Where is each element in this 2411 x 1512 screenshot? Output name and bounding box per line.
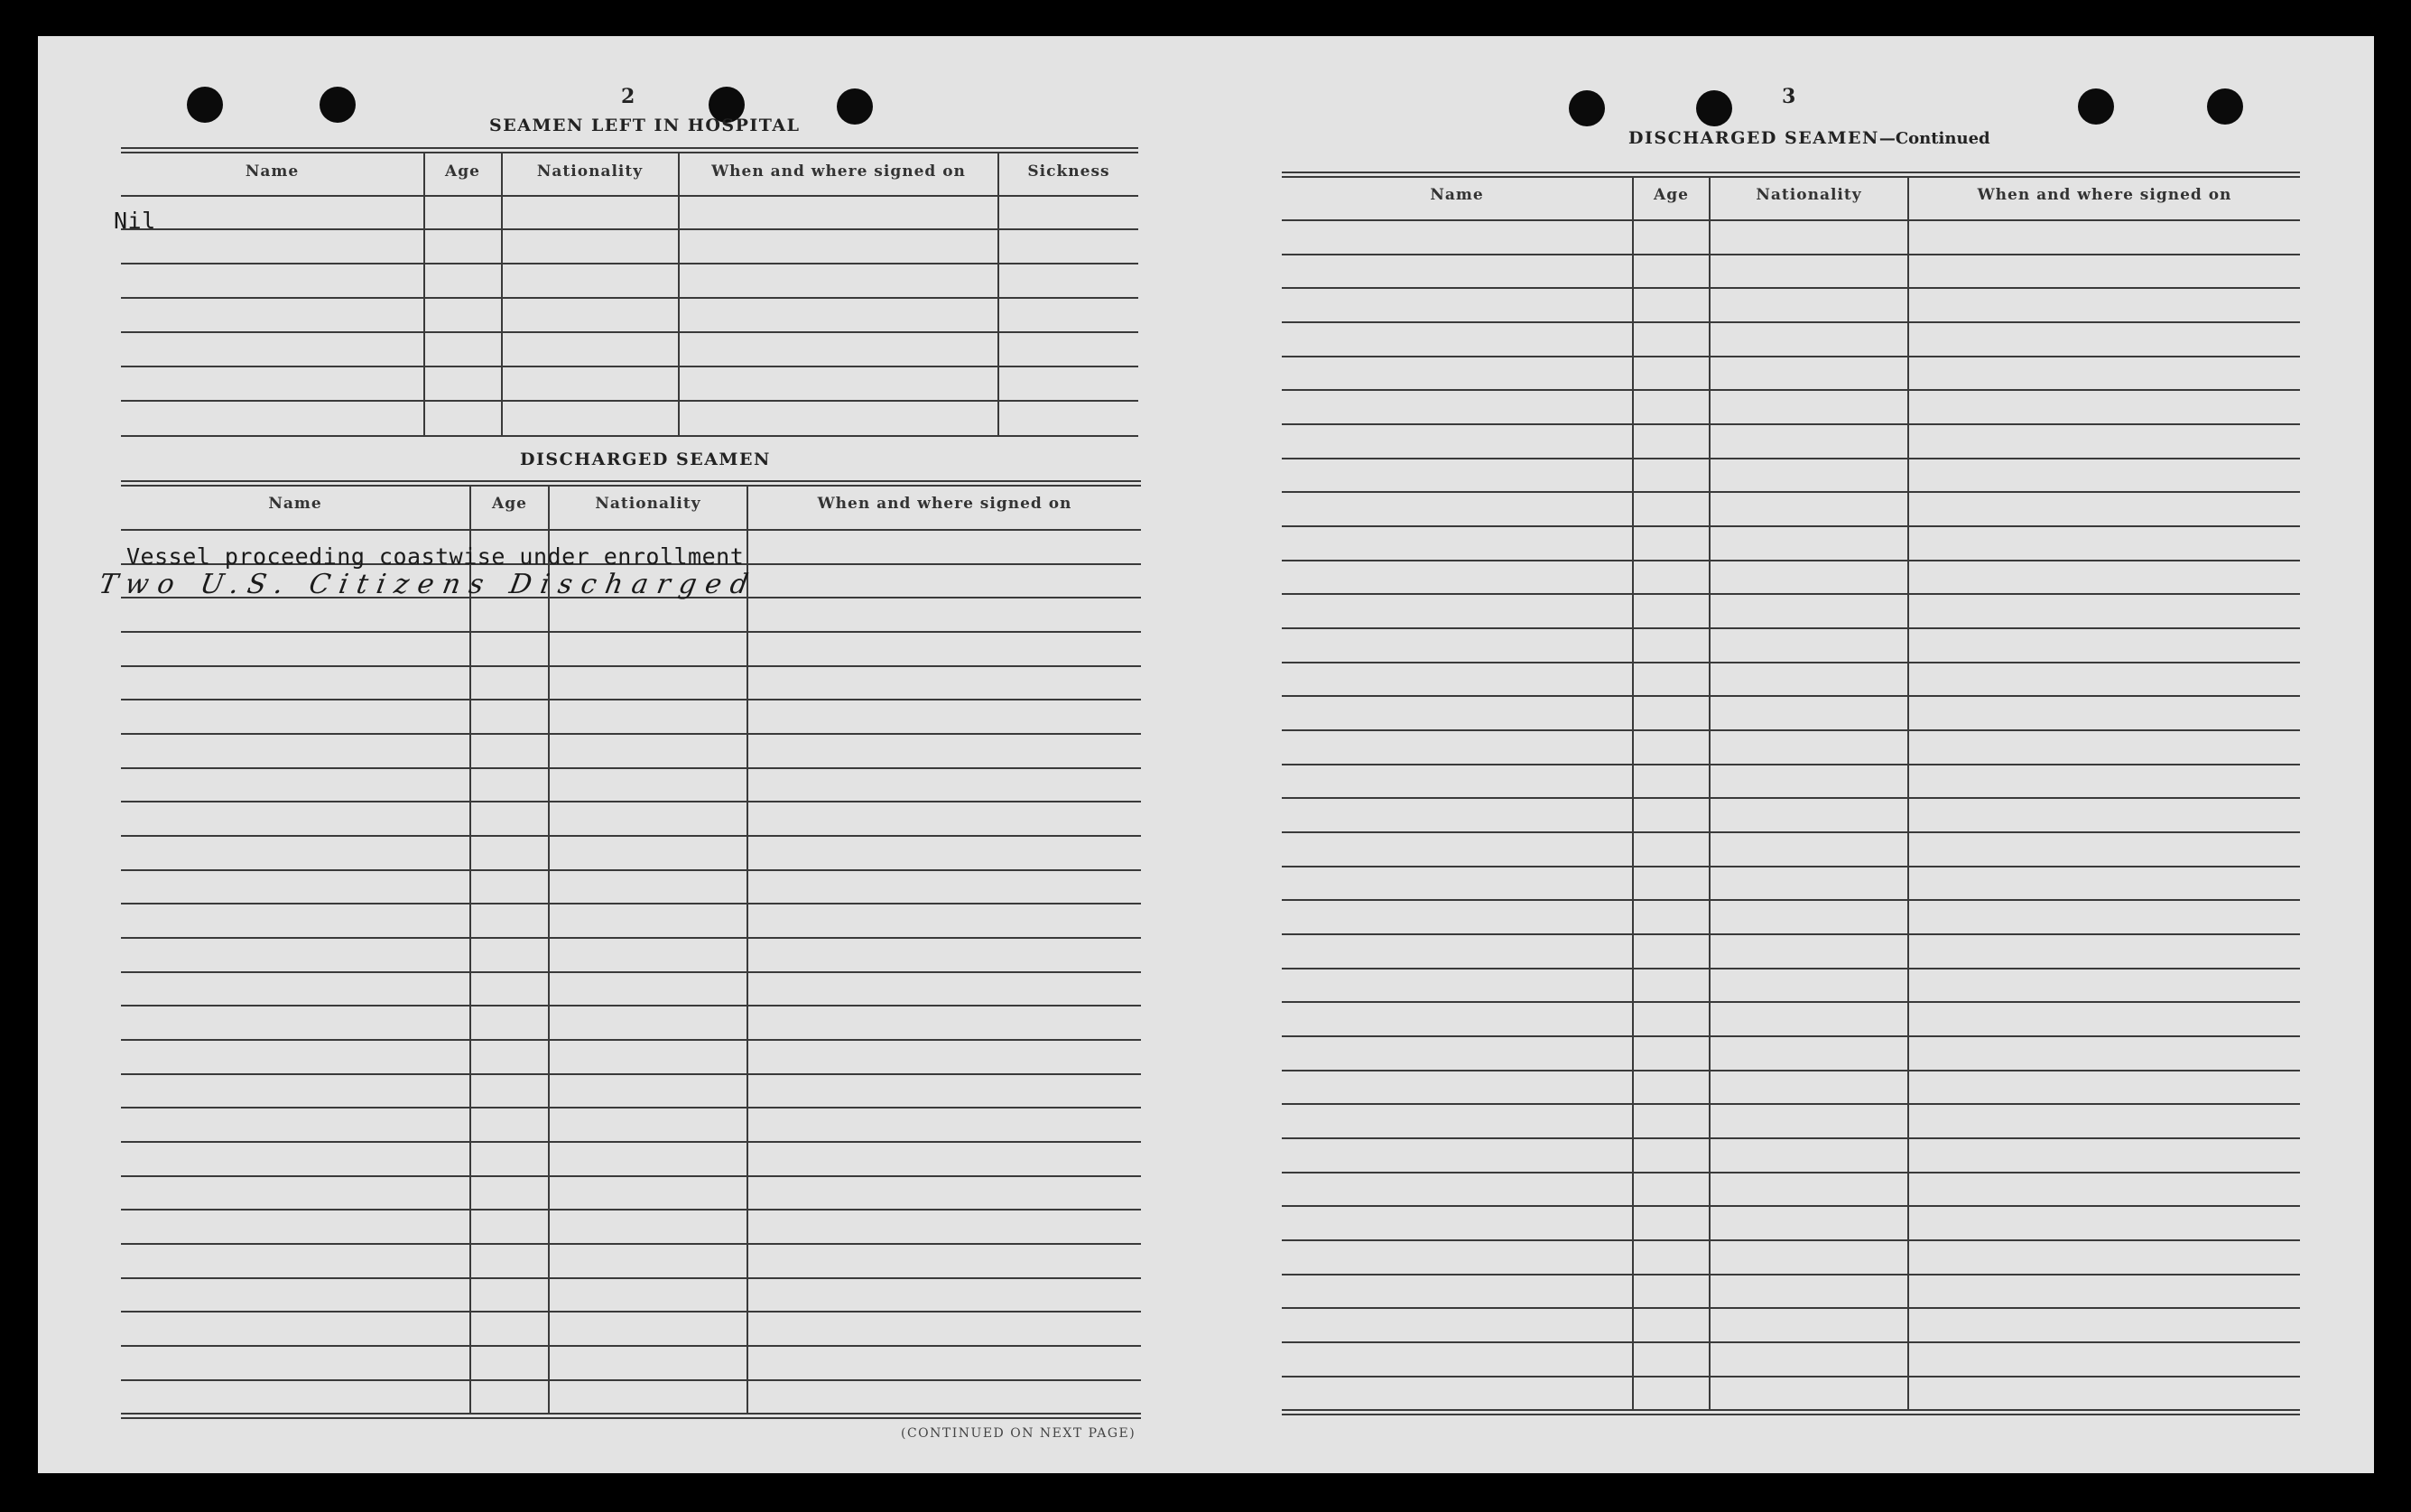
- hospital-section-title: SEAMEN LEFT IN HOSPITAL: [489, 116, 801, 135]
- binder-hole: [2078, 88, 2114, 125]
- column-header-signed-on: When and where signed on: [817, 495, 1072, 513]
- binder-hole: [320, 87, 356, 123]
- handwritten-note-discharged: Two U.S. Citizens Discharged: [96, 569, 760, 600]
- column-header-age: Age: [1654, 186, 1689, 204]
- binder-hole: [2207, 88, 2243, 125]
- continued-footer: (CONTINUED ON NEXT PAGE): [901, 1426, 1136, 1441]
- column-header-name: Name: [1430, 186, 1484, 204]
- column-header-name: Name: [268, 495, 322, 513]
- column-header-signed-on: When and where signed on: [711, 162, 966, 181]
- column-header-age: Age: [492, 495, 527, 513]
- ledger-paper: [38, 36, 2374, 1473]
- page-number-right: 3: [1782, 85, 1796, 108]
- column-header-sickness: Sickness: [1027, 162, 1110, 181]
- continued-suffix: —Continued: [1878, 129, 1990, 148]
- typed-note-coastwise: Vessel proceeding coastwise under enrollment: [126, 543, 745, 570]
- column-header-age: Age: [445, 162, 480, 181]
- binder-hole: [1569, 90, 1605, 126]
- column-header-nationality: Nationality: [1756, 186, 1862, 204]
- binder-hole: [1696, 90, 1732, 126]
- page-number-left: 2: [621, 85, 635, 108]
- binder-hole: [187, 87, 223, 123]
- discharged-continued-title: [1628, 128, 1990, 148]
- column-header-signed-on: When and where signed on: [1977, 186, 2232, 204]
- discharged-continued-title-text: DISCHARGED SEAMEN: [1628, 128, 1879, 148]
- column-header-nationality: Nationality: [536, 162, 644, 181]
- column-header-nationality: Nationality: [595, 495, 701, 513]
- discharged-section-title: DISCHARGED SEAMEN: [520, 450, 771, 469]
- column-header-name: Name: [245, 162, 300, 181]
- binder-hole: [837, 88, 873, 125]
- hospital-entry-nil: Nil: [114, 208, 156, 234]
